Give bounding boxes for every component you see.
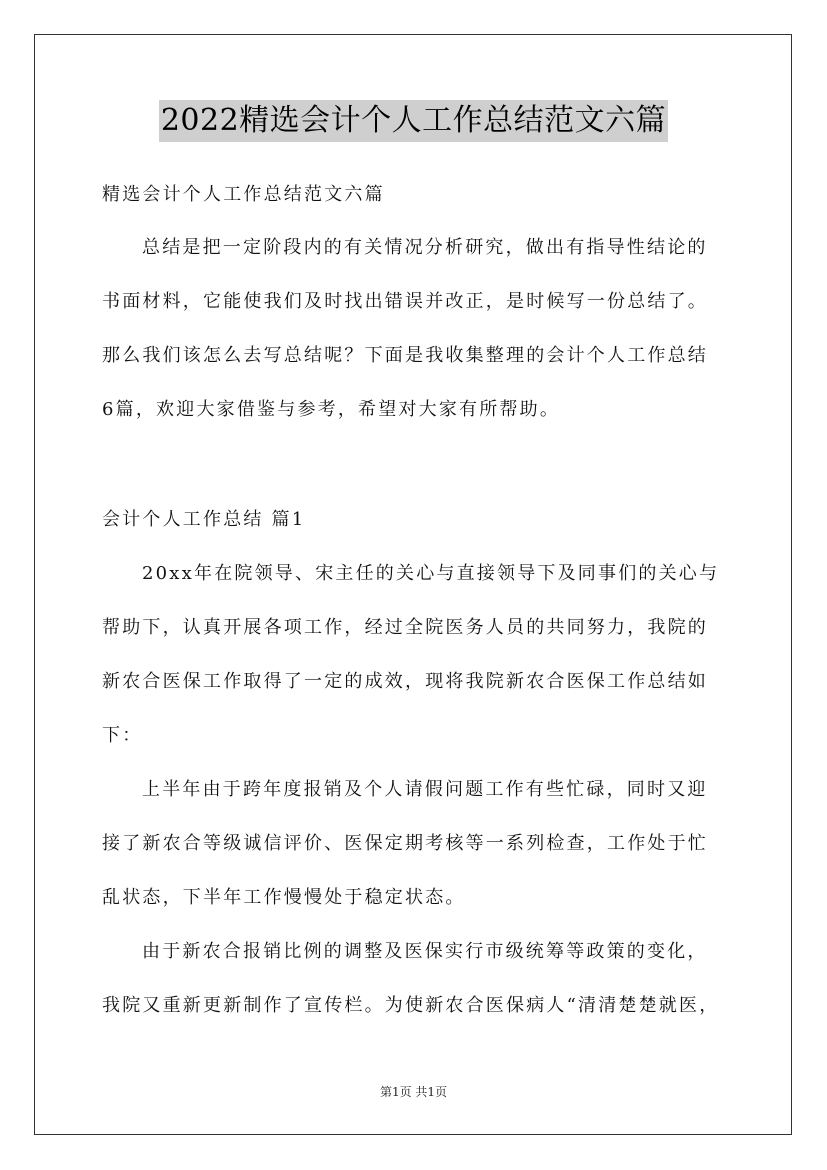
paragraph-line: 由于新农合报销比例的调整及医保实行市级统筹等政策的变化，: [142, 941, 708, 962]
document-title-container: [0, 100, 827, 142]
section-heading: 会计个人工作总结 篇1: [102, 509, 306, 530]
paragraph-line: 我院又重新更新制作了宣传栏。为使新农合医保病人“清清楚楚就医，: [102, 995, 720, 1016]
document-title: 2022精选会计个人工作总结范文六篇: [159, 100, 668, 142]
intro-line: 那么我们该怎么去写总结呢？下面是我收集整理的会计个人工作总结: [102, 345, 708, 366]
page-footer: 第1页 共1页: [379, 1085, 448, 1099]
paragraph-line: 接了新农合等级诚信评价、医保定期考核等一系列检查，工作处于忙: [102, 833, 708, 854]
paragraph-line: 20xx年在院领导、宋主任的关心与直接领导下及同事们的关心与: [142, 563, 720, 584]
intro-line: 书面材料，它能使我们及时找出错误并改正，是时候写一份总结了。: [102, 291, 708, 312]
paragraph-line: 下：: [102, 725, 143, 746]
paragraph-line: 新农合医保工作取得了一定的成效，现将我院新农合医保工作总结如: [102, 671, 708, 692]
document-subtitle: 精选会计个人工作总结范文六篇: [102, 184, 385, 205]
paragraph-line: 乱状态，下半年工作慢慢处于稳定状态。: [102, 887, 466, 908]
intro-line: 6篇，欢迎大家借鉴与参考，希望对大家有所帮助。: [102, 399, 561, 420]
paragraph-line: 帮助下，认真开展各项工作，经过全院医务人员的共同努力，我院的: [102, 617, 708, 638]
intro-line: 总结是把一定阶段内的有关情况分析研究，做出有指导性结论的: [142, 237, 708, 258]
paragraph-line: 上半年由于跨年度报销及个人请假问题工作有些忙碌，同时又迎: [142, 779, 708, 800]
